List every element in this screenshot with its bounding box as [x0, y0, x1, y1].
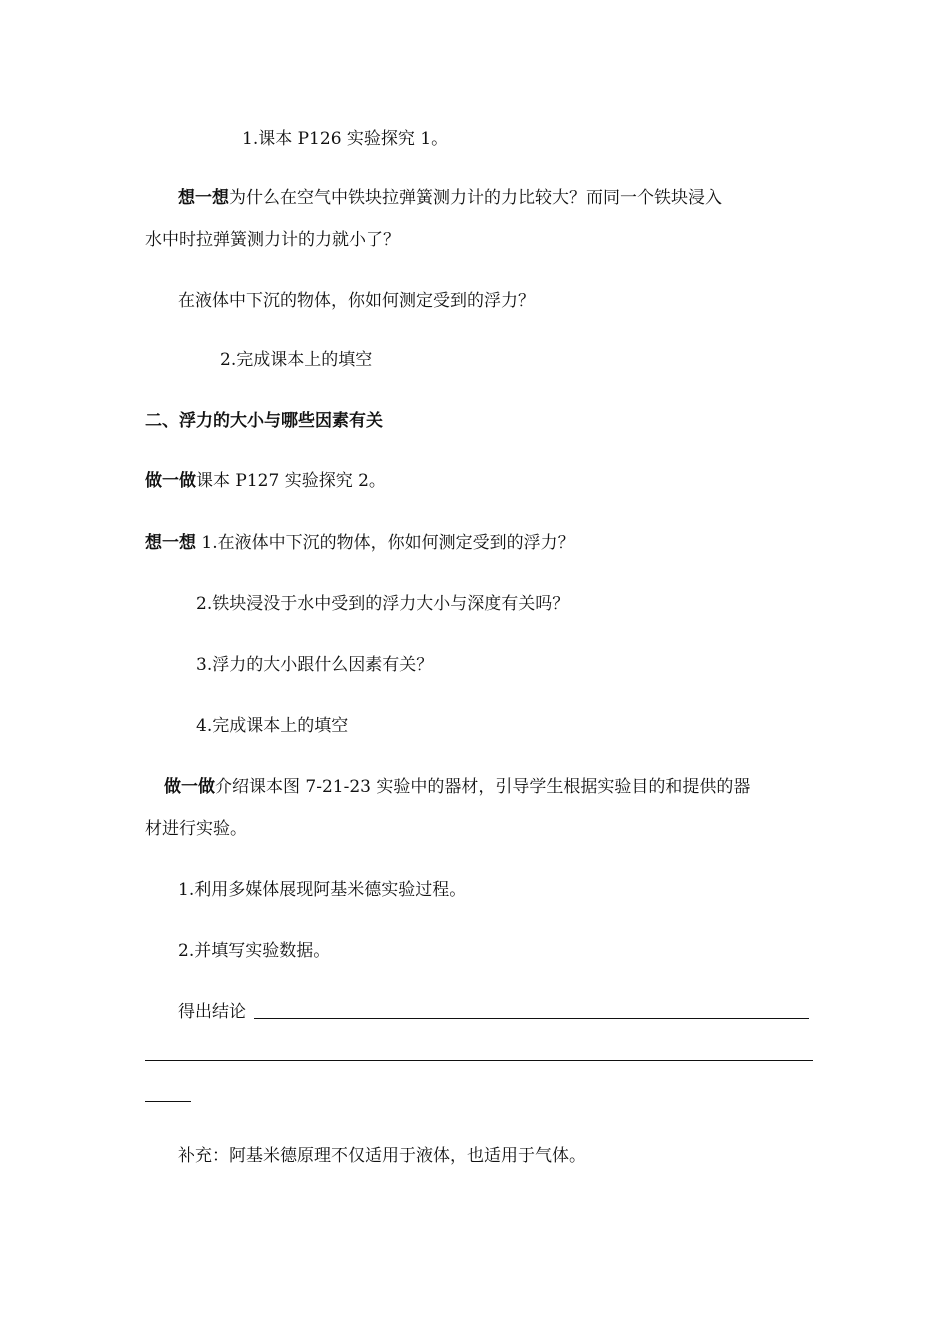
paragraph-do-2-cont: 材进行实验。 — [145, 819, 247, 839]
paragraph-think-1 — [178, 187, 722, 209]
paragraph-supplement: 补充：阿基米德原理不仅适用于液体，也适用于气体。 — [178, 1146, 586, 1166]
paragraph-step-2: 2.并填写实验数据。 — [178, 941, 331, 961]
think-question: 1.在液体中下沉的物体，你如何测定受到的浮力？ — [196, 533, 575, 553]
paragraph-question-2: 2.铁块浸没于水中受到的浮力大小与深度有关吗？ — [196, 594, 570, 614]
paragraph-think-2 — [145, 532, 575, 554]
conclusion-blank-line-1 — [254, 1018, 809, 1019]
paragraph-do-2 — [164, 776, 750, 798]
conclusion-blank-line-2 — [145, 1060, 813, 1061]
paragraph-experiment-1: 1.课本 P126 实验探究 1。 — [242, 129, 449, 149]
paragraph-do-1 — [145, 470, 386, 492]
paragraph-question-3: 3.浮力的大小跟什么因素有关？ — [196, 655, 434, 675]
paragraph-think-1-cont: 水中时拉弹簧测力计的力就小了？ — [145, 230, 400, 250]
do-text: 介绍课本图 7-21-23 实验中的器材，引导学生根据实验目的和提供的器 — [215, 777, 751, 797]
paragraph-fill-blank-1: 2.完成课本上的填空 — [220, 350, 373, 370]
do-label: 做一做 — [145, 471, 196, 491]
section-heading-2: 二、浮力的大小与哪些因素有关 — [145, 411, 383, 431]
think-question: 为什么在空气中铁块拉弹簧测力计的力比较大？而同一个铁块浸入 — [229, 188, 722, 208]
conclusion-blank-line-3 — [145, 1101, 191, 1102]
think-label: 想一想 — [145, 533, 196, 553]
think-label: 想一想 — [178, 188, 229, 208]
conclusion-label: 得出结论 — [178, 1002, 246, 1022]
do-text: 课本 P127 实验探究 2。 — [196, 471, 386, 491]
paragraph-fill-blank-2: 4.完成课本上的填空 — [196, 716, 349, 736]
paragraph-sink-question: 在液体中下沉的物体，你如何测定受到的浮力？ — [178, 291, 535, 311]
do-label: 做一做 — [164, 777, 215, 797]
paragraph-step-1: 1.利用多媒体展现阿基米德实验过程。 — [178, 880, 467, 900]
